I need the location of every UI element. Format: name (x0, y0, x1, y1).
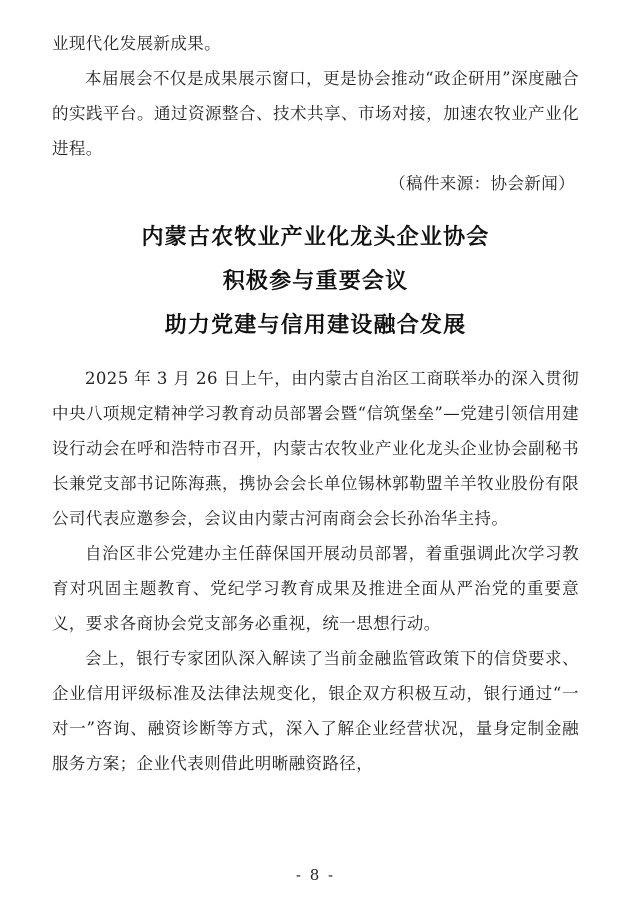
article-headline (52, 215, 579, 347)
headline-line-3: 助力党建与信用建设融合发展 (164, 312, 467, 338)
headline-line-2: 积极参与重要会议 (222, 268, 409, 294)
article-paragraph-3: 会上，银行专家团队深入解读了当前金融监管政策下的信贷要求、企业信用评级标准及法律法规变化，银企双方积极互动，银行通过“一对一”咨询、融资诊断等方式，深入了解企业经营状况，量身定制金融服务方案；企业代表则借此明晰融资路径， (52, 649, 579, 773)
paragraph-continuation: 业现代化发展新成果。 (52, 34, 221, 53)
article-body (52, 361, 579, 781)
source-note: （稿件来源：协会新闻） (389, 174, 575, 193)
article-paragraph-1: 2025 年 3 月 26 日上午，由内蒙古自治区工商联举办的深入贯彻中央八项规定精神学习教育动员部署会暨“信筑堡垒”—党建引领信用建设行动会在呼和浩特市召开，内蒙古农牧业产业化龙头企业协会副秘书长兼党支部书记陈海燕，携协会会长单位锡林郭勒盟羊羊牧业股份有限公司代表应邀参会，会议由内蒙古河南商会会长孙治华主持。 (52, 369, 579, 528)
paragraph-exhibition: 本届展会不仅是成果展示窗口，更是协会推动“政企研用”深度融合的实践平台。通过资源整合、技术共享、市场对接，加速农牧业产业化进程。 (52, 69, 579, 158)
top-section (52, 26, 579, 166)
headline-line-1: 内蒙古农牧业产业化龙头企业协会 (141, 224, 490, 250)
page-number: - 8 - (295, 866, 336, 884)
article-paragraph-2: 自治区非公党建办主任薛保国开展动员部署，着重强调此次学习教育对巩固主题教育、党纪学习教育成果及推进全面从严治党的重要意义，要求各商协会党支部务必重视，统一思想行动。 (52, 544, 579, 633)
